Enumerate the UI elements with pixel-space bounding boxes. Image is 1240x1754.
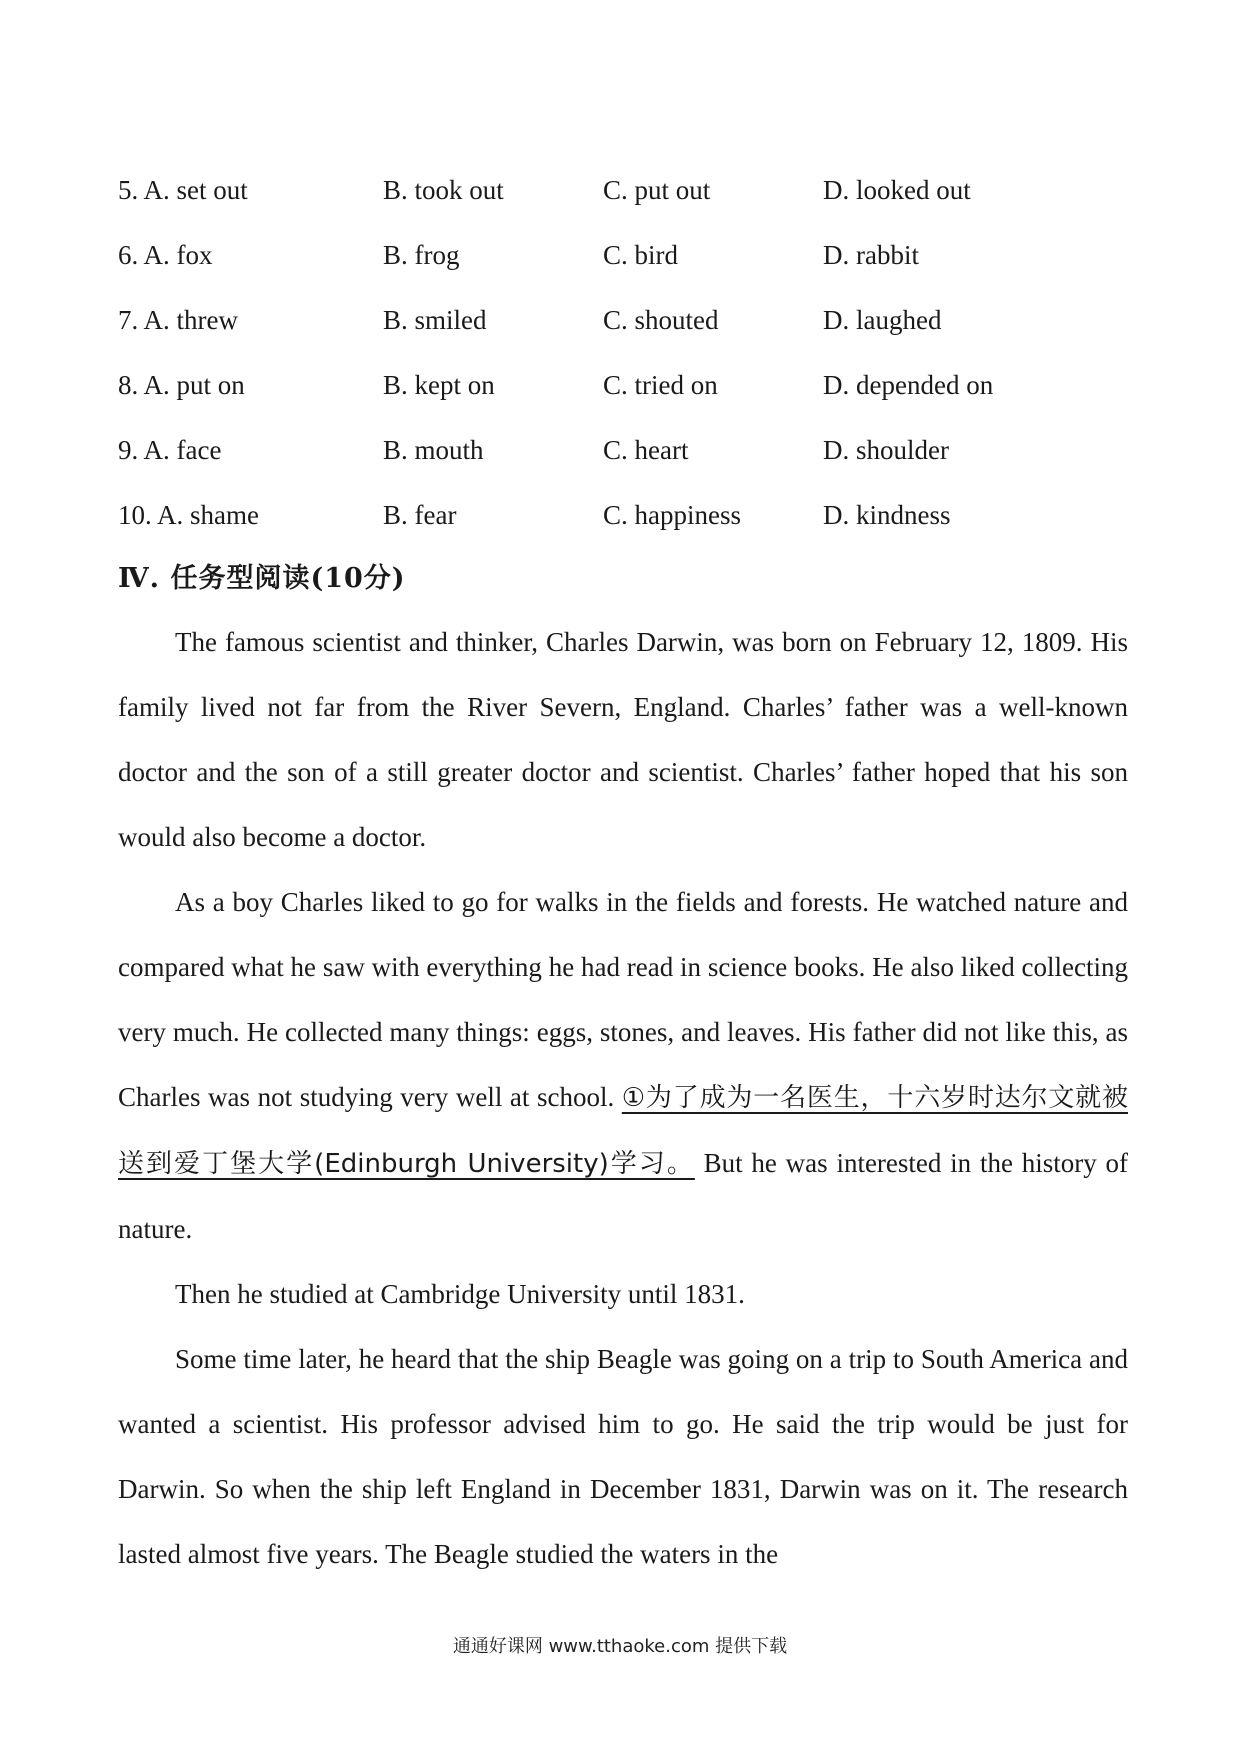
paragraph-2-text-end: But he was interested in the history of nature. xyxy=(118,1148,1128,1244)
option-row-6 xyxy=(118,223,1128,288)
option-b: B. took out xyxy=(383,175,504,205)
option-b: B. kept on xyxy=(383,370,495,400)
paragraph-1: The famous scientist and thinker, Charles Darwin, was born on February 12, 1809. His family lived not far from the River Severn, England. Charles’ father was a well-known doctor and the son of a still greater doctor and scientist. Charles’ father hoped that his son would also become a doctor. xyxy=(118,627,1128,852)
option-b: B. fear xyxy=(383,500,457,530)
reading-passage xyxy=(118,610,1128,1587)
option-b: B. mouth xyxy=(383,435,484,465)
option-d: D. laughed xyxy=(823,305,942,335)
option-d: D. looked out xyxy=(823,175,971,205)
option-row-8 xyxy=(118,353,1128,418)
footer-watermark: 通通好课网 www.tthaoke.com 提供下载 xyxy=(452,1636,788,1657)
option-d: D. shoulder xyxy=(823,435,949,465)
option-a: 9. A. face xyxy=(118,435,222,465)
paragraph-4: Some time later, he heard that the ship Beagle was going on a trip to South America and wanted a scientist. His professor advised him to go. He said the trip would be just for Darwin. So when the ship left England in December 1831, Darwin was on it. The research lasted almost five years. The Beagle studied the waters in the xyxy=(118,1344,1128,1569)
option-row-5 xyxy=(118,158,1128,223)
option-a: 8. A. put on xyxy=(118,370,245,400)
paragraph-2-text: As a boy Charles liked to go for walks in the fields and forests. He watched nature and compared what he saw with everything he had read in science books. He also liked collecting very much. He collected many things: eggs, stones, and leaves. His father did not like this, as Charles was not studying very well at school. xyxy=(118,887,1128,1112)
option-d: D. rabbit xyxy=(823,240,919,270)
option-c: C. put out xyxy=(603,175,711,205)
option-a: 7. A. threw xyxy=(118,305,238,335)
option-c: C. shouted xyxy=(603,305,719,335)
option-b: B. frog xyxy=(383,240,460,270)
option-a: 10. A. shame xyxy=(118,500,259,530)
translation-task-sentence: ①为了成为一名医生，十六岁时达尔文就被送到爱丁堡大学(Edinburgh University)学习。 xyxy=(118,1083,1129,1179)
option-a: 5. A. set out xyxy=(118,175,248,205)
option-c: C. happiness xyxy=(603,500,741,530)
option-d: D. depended on xyxy=(823,370,994,400)
option-a: 6. A. fox xyxy=(118,240,213,270)
paragraph-2 xyxy=(118,870,1128,1262)
option-row-7 xyxy=(118,288,1128,353)
option-b: B. smiled xyxy=(383,305,487,335)
option-c: C. heart xyxy=(603,435,689,465)
answer-options-table xyxy=(118,158,1128,548)
option-row-9 xyxy=(118,418,1128,483)
option-d: D. kindness xyxy=(823,500,951,530)
option-row-10 xyxy=(118,483,1128,548)
paragraph-3: Then he studied at Cambridge University until 1831. xyxy=(175,1279,745,1309)
section-heading: Ⅳ. 任务型阅读(10分) xyxy=(118,563,406,594)
option-c: C. tried on xyxy=(603,370,718,400)
option-c: C. bird xyxy=(603,240,679,270)
